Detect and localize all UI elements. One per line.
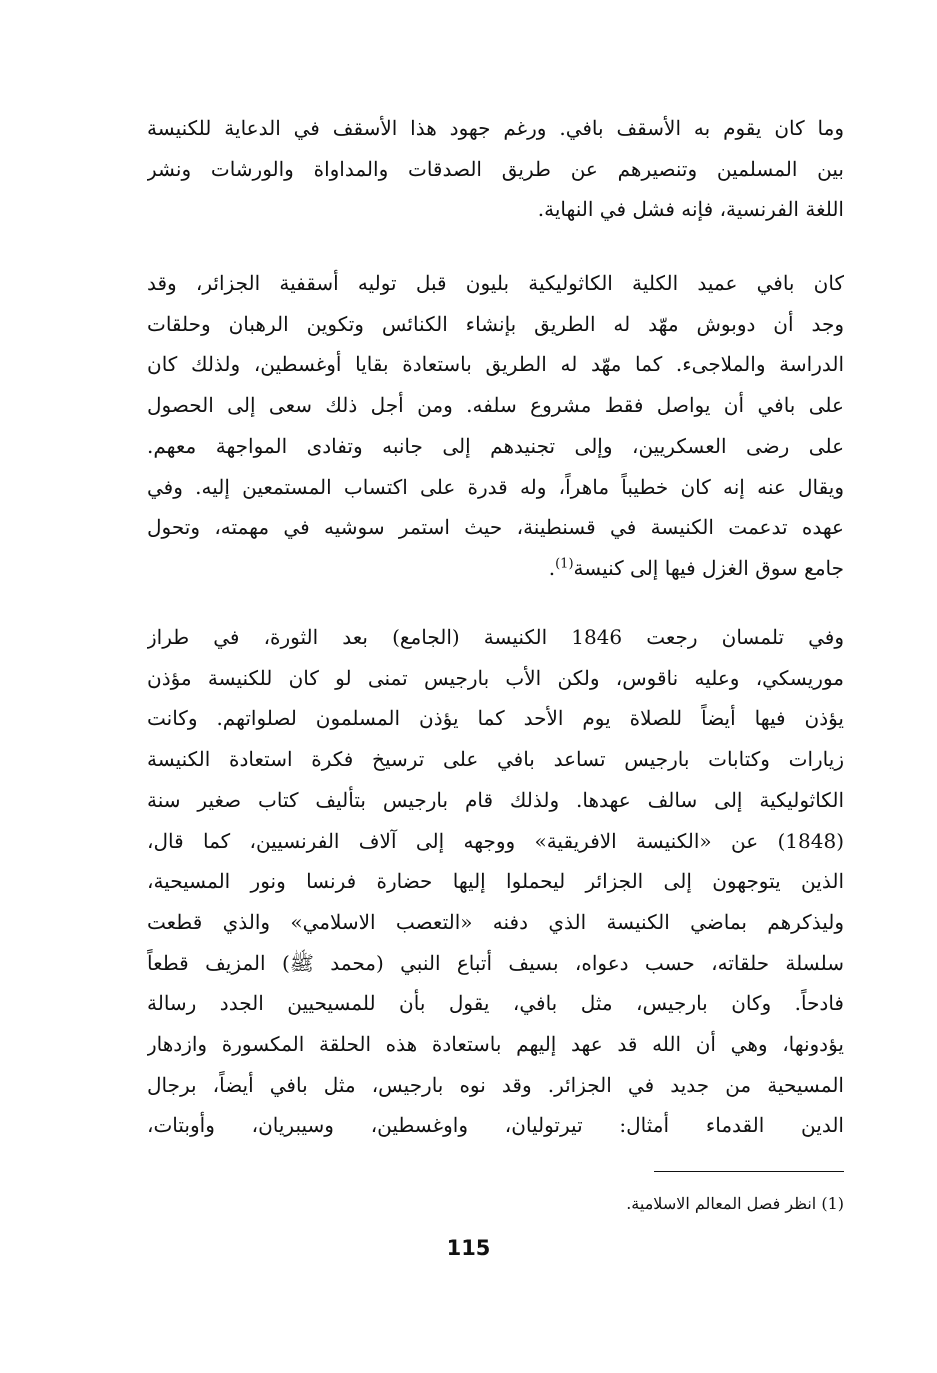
text-line-with-footnote	[147, 548, 844, 589]
text-line: كان بافي عميد الكلية الكاثوليكية بليون قبل توليه أسقفية الجزائر، وقد	[147, 271, 844, 295]
text-line: يؤذن فيها أيضاً للصلاة يوم الأحد كما يؤذن المسلمون لصلواتهم. وكانت	[147, 706, 844, 731]
text-line: يؤدونها، وهي أن الله قد عهد إليهم باستعادة هذه الحلقة المكسورة وازدهار	[147, 1032, 844, 1057]
text-line: عهده تدعمت الكنيسة في قسنطينة، حيث استمر سوشيه في مهمته، وتحول	[147, 515, 844, 540]
text-line: فادحاً. وكان بارجيس، مثل بافي، يقول بأن للمسيحيين الجدد رسالة	[147, 991, 844, 1016]
text-line: بين المسلمين وتنصيرهم عن طريق الصدقات والمداواة والورشات ونشر	[147, 156, 844, 181]
paragraph-1	[147, 108, 844, 230]
text-line: على رضى العسكريين، وإلى تجنيدهم إلى جانبه وتفادى المواجهة معهم.	[147, 433, 844, 458]
paragraph-3	[147, 617, 844, 1146]
sentence-end-period: .	[548, 555, 556, 580]
text-line: وجد أن دوبوش مهّد له الطريق بإنشاء الكنائس وتكوين الرهبان وحلقات	[147, 311, 844, 336]
text-line: (1848) عن «الكنيسة الافريقية» ووجهه إلى آلاف الفرنسيين، كما قال،	[147, 828, 844, 853]
text-line: وما كان يقوم به الأسقف بافي. ورغم جهود هذا الأسقف في الدعاية للكنيسة	[147, 116, 844, 140]
text-line: الذين يتوجهون إلى الجزائر ليحملوا إليها حضارة فرنسا ونور المسيحية،	[147, 869, 844, 894]
text-line-body: جامع سوق الغزل فيها إلى كنيسة	[573, 555, 844, 580]
text-line: وليذكرهم بماضي الكنيسة الذي دفنه «التعصب الاسلامي» والذي قطعت	[147, 909, 844, 934]
text-line: سلسلة حلقاته، حسب دعواه، بسيف أتباع النبي (محمد ﷺ) المزيف قطعاً	[147, 950, 844, 975]
text-line: ويقال عنه إنه كان خطيباً ماهراً، وله قدرة على اكتساب المستمعين إليه. وفي	[147, 474, 844, 499]
text-line: الدراسة والملاجىء. كما مهّد له الطريق باستعادة بقايا أوغسطين، ولذلك كان	[147, 352, 844, 377]
footnote-reference[interactable]: (1)	[555, 556, 574, 572]
text-line: المسيحية من جديد في الجزائر. وقد نوه بارجيس، مثل بافي أيضاً، برجال	[147, 1072, 844, 1097]
footnote-divider	[654, 1171, 844, 1172]
text-line: الدين القدماء أمثال: تيرتوليان، واوغسطين، وسيبريان، وأوبتات،	[147, 1113, 844, 1138]
paragraph-2	[147, 263, 844, 589]
text-line: على بافي أن يواصل فقط مشروع سلفه. ومن أجل ذلك سعى إلى الحصول	[147, 393, 844, 418]
text-line: زيارات وكتابات بارجيس تساعد بافي على ترسيخ فكرة استعادة الكنيسة	[147, 747, 844, 772]
text-line: وفي تلمسان رجعت 1846 الكنيسة (الجامع) بعد الثورة، في طراز	[147, 625, 844, 649]
page-number: 115	[446, 1236, 491, 1260]
footnote: (1) انظر فصل المعالم الاسلامية.	[626, 1194, 844, 1213]
text-line: اللغة الفرنسية، فإنه فشل في النهاية.	[537, 197, 844, 222]
text-line: موريسكي، وعليه ناقوس، ولكن الأب بارجيس تمنى لو كان للكنيسة مؤذن	[147, 665, 844, 690]
text-line: الكاثوليكية إلى سالف عهدها. ولذلك قام بارجيس بتأليف كتاب صغير سنة	[147, 787, 844, 812]
